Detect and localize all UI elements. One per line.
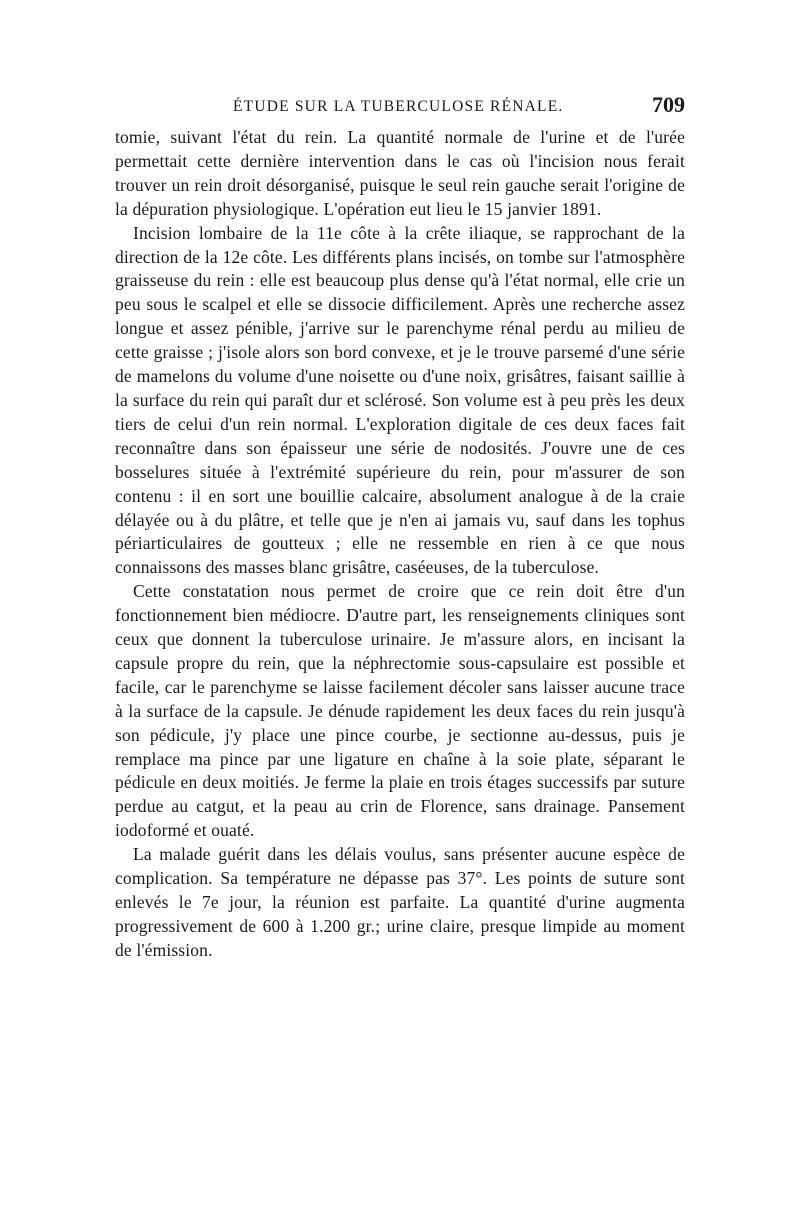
paragraph-incision: Incision lombaire de la 11e côte à la crête iliaque, se rapprochant de la direction de la 12e côte. Les différents plans incisés, on tombe sur l'atmosphère graisseuse du rein : elle est beaucoup plus dense qu'à l'état normal, elle crie un peu sous le scalpel et elle se dissocie difficilement. Après une recherche assez longue et assez pénible, j'arrive sur le parenchyme rénal perdu au milieu de cette graisse ; j'isole alors son bord convexe, et je le trouve parsemé d'une série de mamelons du volume d'une noisette ou d'une noix, grisâtres, faisant saillie à la surface du rein qui paraît dur et sclérosé. Son volume est à peu près les deux tiers de celui d'un rein normal. L'exploration digitale de ces deux faces fait reconnaître dans son épaisseur une série de nodosités. J'ouvre une de ces bosselures située à l'extrémité supérieure du rein, pour m'assurer de son contenu : il en sort une bouillie calcaire, absolument analogue à de la craie délayée ou à du plâtre, et telle que je n'en ai jamais vu, sauf dans les tophus périarticulaires de goutteux ; elle ne ressemble en rien à ce que nous connaissons des masses blanc grisâtre, caséeuses, de la tuberculose. [115, 222, 685, 578]
running-head: ÉTUDE SUR LA TUBERCULOSE RÉNALE. [233, 98, 564, 115]
page-number: 709 [652, 92, 685, 117]
body-text [115, 126, 685, 963]
paragraph-constatation: Cette constatation nous permet de croire que ce rein doit être d'un fonctionnement bien médiocre. D'autre part, les renseignements cliniques sont ceux que donnent la tuberculose urinaire. Je m'assure alors, en incisant la capsule propre du rein, que la néphrectomie sous-capsulaire est possible et facile, car le parenchyme se laisse facilement décoler sans laisser aucune trace à la surface de la capsule. Je dénude rapidement les deux faces du rein jusqu'à son pédicule, j'y place une pince courbe, je sectionne au-dessus, puis je remplace ma pince par une ligature en chaîne à la soie plate, séparant le pédicule en deux moitiés. Je ferme la plaie en trois étages successifs par suture perdue au catgut, et la peau au crin de Florence, sans drainage. Pansement iodoformé et ouaté. [115, 581, 685, 841]
page-header [115, 92, 685, 122]
paragraph-continuation: tomie, suivant l'état du rein. La quantité normale de l'urine et de l'urée permettait cette dernière intervention dans le cas où l'incision nous ferait trouver un rein droit désorganisé, puisque le seul rein gauche serait l'origine de la dépuration physiologique. L'opération eut lieu le 15 janvier 1891. [115, 127, 685, 219]
paragraph-guerison: La malade guérit dans les délais voulus, sans présenter aucune espèce de complication. Sa température ne dépasse pas 37°. Les points de suture sont enlevés le 7e jour, la réunion est parfaite. La quantité d'urine augmenta progressivement de 600 à 1.200 gr.; urine claire, presque limpide au moment de l'émission. [115, 844, 685, 960]
